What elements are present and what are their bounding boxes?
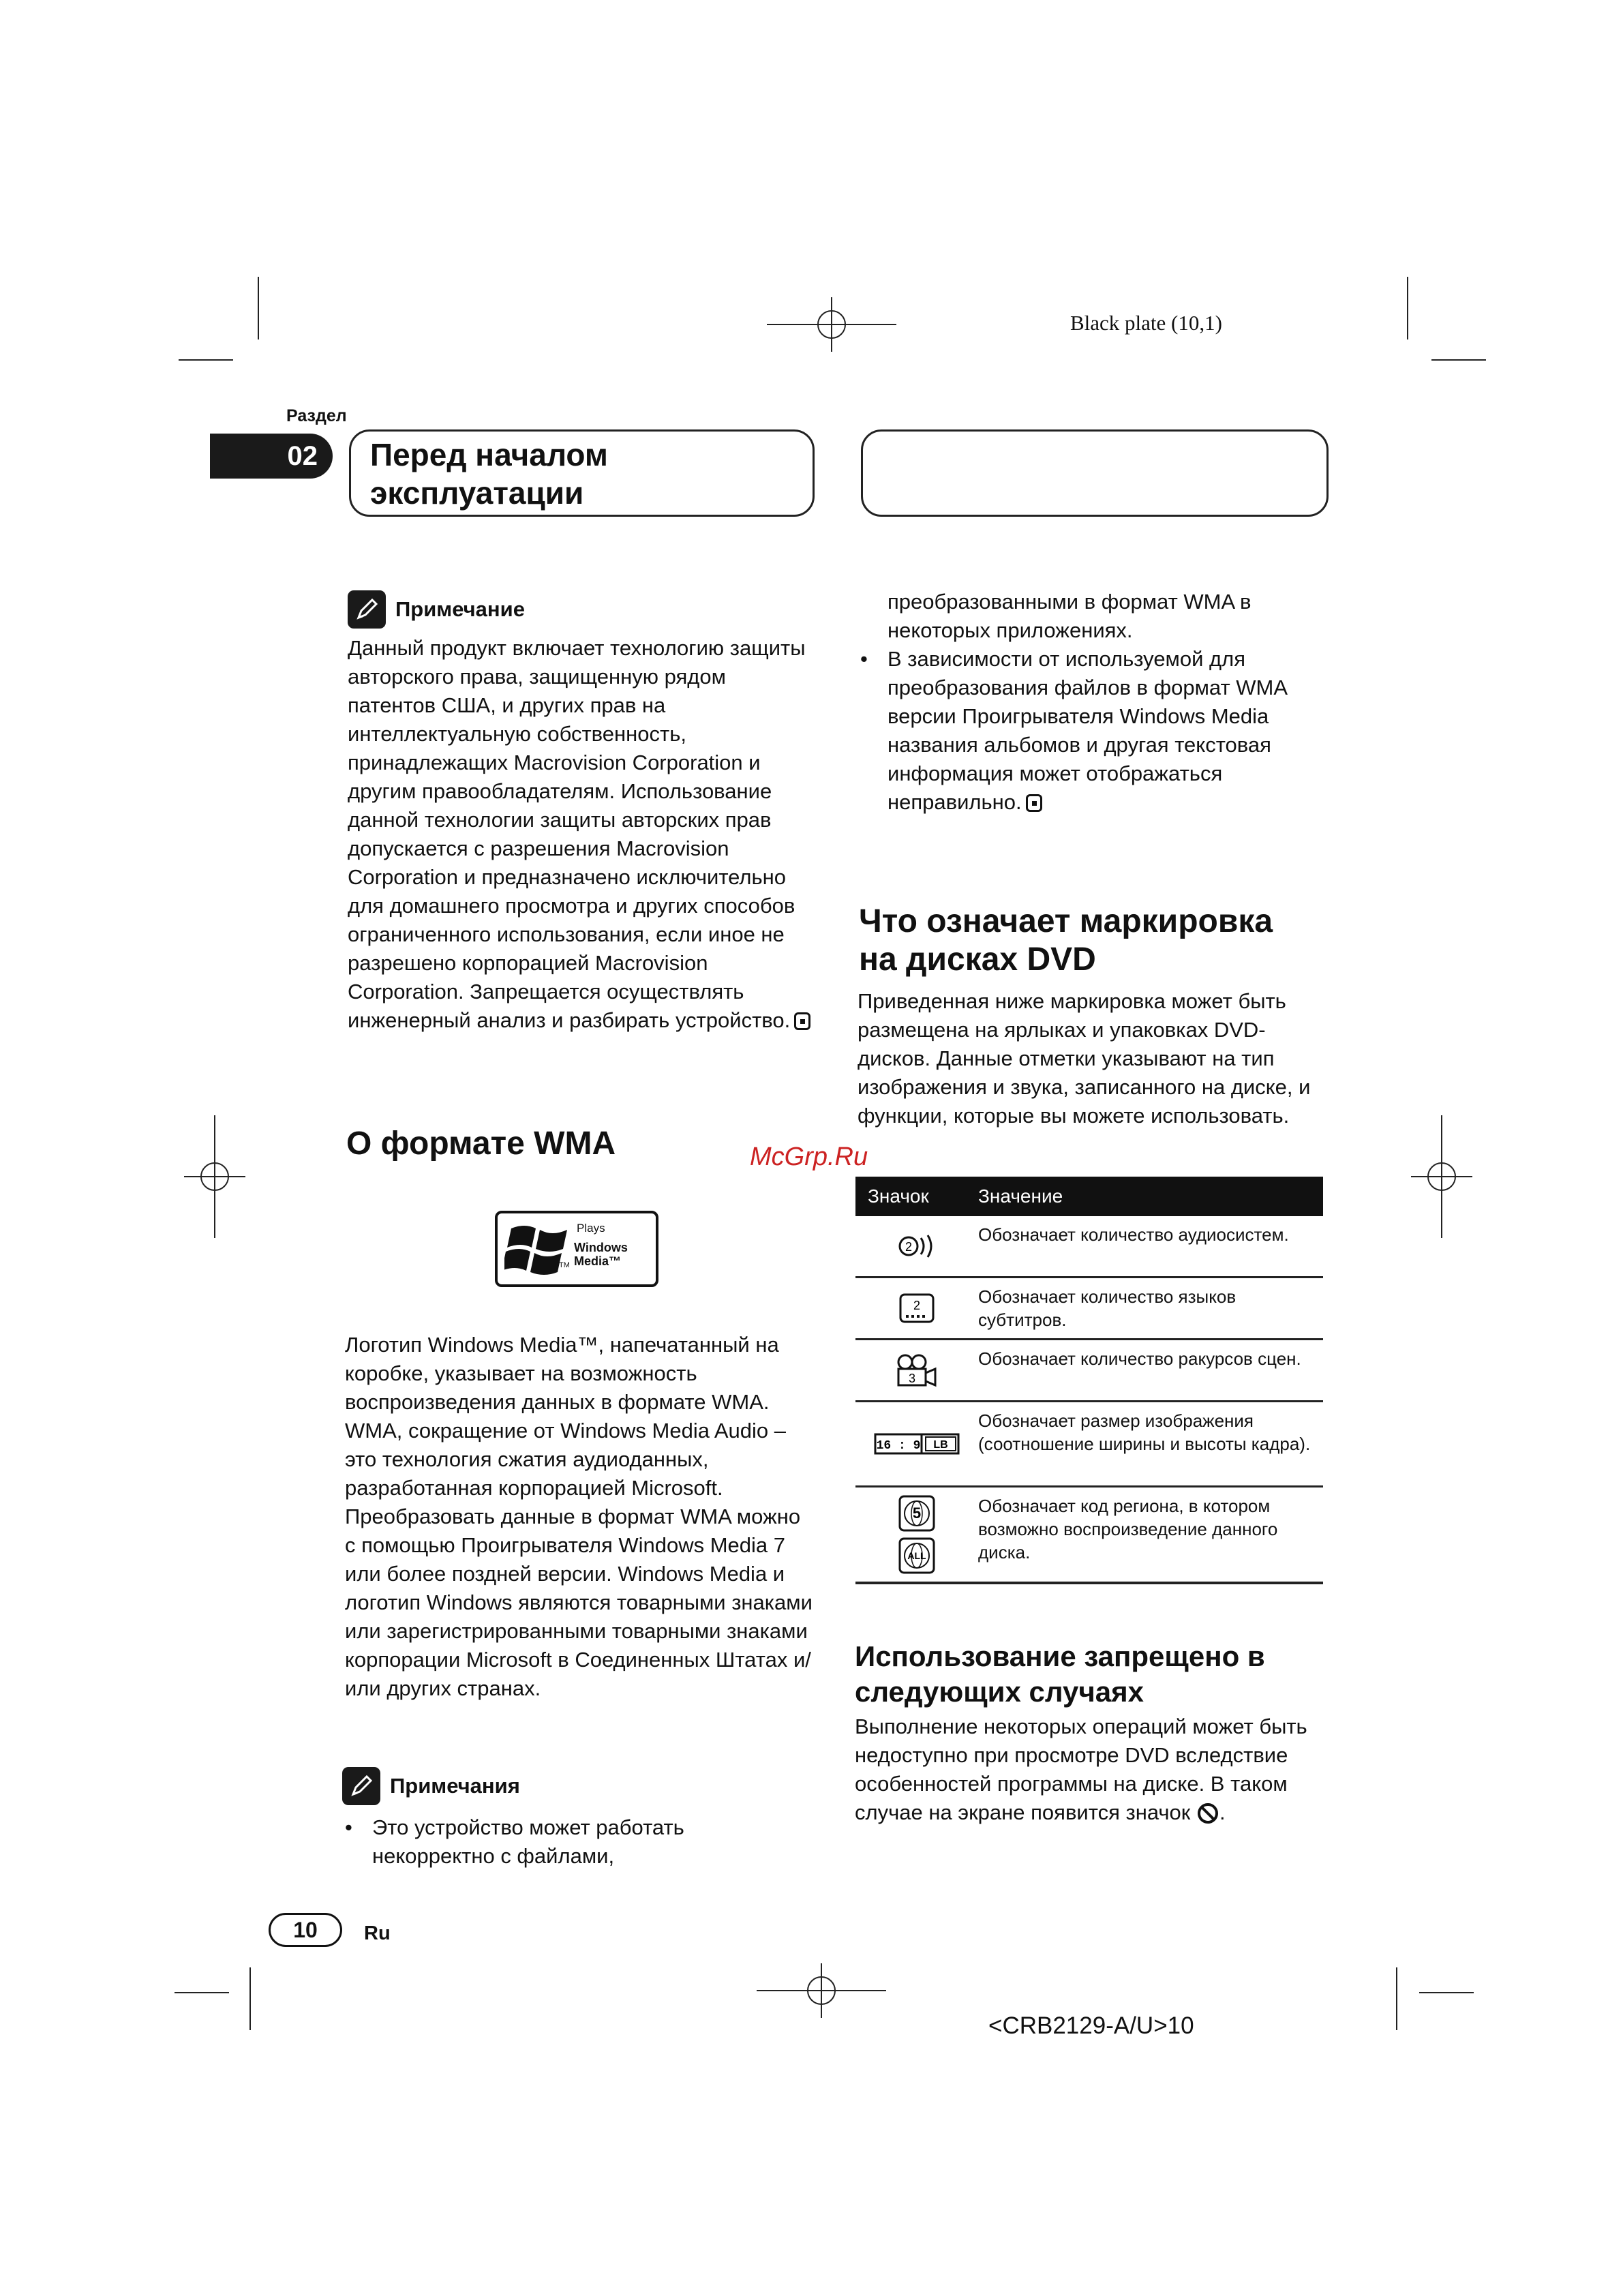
crop-mark bbox=[1396, 1967, 1397, 2030]
row-meaning: Обозначает код региона, в котором возможно воспроизведение данного диска. bbox=[978, 1496, 1278, 1562]
crop-mark bbox=[175, 1992, 229, 1993]
end-mark-icon bbox=[794, 1012, 810, 1030]
row-meaning: Обозначает количество языков субтитров. bbox=[978, 1286, 1237, 1330]
registration-mark bbox=[767, 297, 896, 352]
prohibited-heading-line2: следующих случаях bbox=[855, 1676, 1144, 1708]
dvd-intro: Приведенная ниже маркировка может быть размещена на ярлыках и упаковках DVD-дисков. Данные отметки указывают на тип изображения и звука, записанного на диске, и функции, которые вы можете использовать. bbox=[858, 989, 1311, 1128]
audio-icon bbox=[855, 1216, 978, 1276]
plate-label: Black plate (10,1) bbox=[1070, 311, 1222, 335]
logo-media: Media™ bbox=[574, 1254, 622, 1268]
note-pencil-icon bbox=[348, 590, 386, 629]
header-empty-box bbox=[861, 429, 1329, 517]
prohibited-text-block: Выполнение некоторых операций может быть недоступно при просмотре DVD вследствие особенностей программы на диске. В таком случае на экране появится значок . bbox=[855, 1715, 1307, 1824]
aspect-lb-text: LB bbox=[933, 1439, 948, 1451]
crb-label: <CRB2129-A/U>10 bbox=[988, 2012, 1194, 2039]
notes-bullet-1: • Это устройство может работать некорректно с файлами, bbox=[342, 1813, 813, 1871]
note-block bbox=[348, 590, 818, 1035]
registration-mark bbox=[757, 1963, 886, 2018]
wma-heading: О формате WMA bbox=[346, 1126, 616, 1162]
section-number: 02 bbox=[210, 434, 333, 479]
watermark: McGrp.Ru bbox=[750, 1143, 868, 1171]
page-number: 10 bbox=[269, 1913, 342, 1947]
angle-icon bbox=[855, 1340, 978, 1400]
aspect-ratio-text: 16 : 9 bbox=[876, 1439, 921, 1453]
logo-tm: TM bbox=[559, 1261, 570, 1269]
registration-mark bbox=[184, 1115, 245, 1238]
dvd-marks-table bbox=[855, 1177, 1323, 1584]
dvd-heading bbox=[859, 903, 1329, 979]
notes-heading: Примечания bbox=[390, 1774, 520, 1798]
subtitle-icon bbox=[855, 1278, 978, 1338]
notes-bullet-1-cont: преобразованными в формат WMA в некоторых приложениях. bbox=[888, 590, 1252, 642]
notes-continued bbox=[858, 588, 1328, 817]
col-icon-header: Значок bbox=[868, 1185, 929, 1207]
crop-mark bbox=[1419, 1992, 1474, 1993]
subtitle-icon-number: 2 bbox=[913, 1299, 921, 1312]
table-header bbox=[855, 1177, 1323, 1216]
region-code-text: 5 bbox=[912, 1505, 922, 1522]
logo-windows-media-text bbox=[574, 1241, 628, 1268]
dvd-heading-line2: на дисках DVD bbox=[859, 941, 1096, 978]
prohibited-heading-line1: Использование запрещено в bbox=[855, 1640, 1265, 1672]
logo-windows: Windows bbox=[574, 1241, 628, 1254]
angle-icon-number: 3 bbox=[908, 1372, 916, 1385]
prohibited-icon bbox=[1196, 1802, 1219, 1825]
region-all-text: ALL bbox=[907, 1550, 926, 1561]
col-meaning-header: Значение bbox=[978, 1185, 1063, 1207]
region-icon bbox=[855, 1487, 978, 1582]
language-code: Ru bbox=[364, 1922, 391, 1944]
notes-bullet-2 bbox=[858, 645, 1328, 817]
crop-mark bbox=[1431, 359, 1486, 361]
table-row bbox=[855, 1216, 1323, 1278]
note-text: Данный продукт включает технологию защиты авторского права, защищенную рядом патентов США, и других прав на интеллектуальную собственность, принадлежащих Macrovision Corporation и другим правообладателям. Использование данной технологии защиты авторских прав допускается с разрешения Macrovision Corporation и предназначено исключительно для домашнего просмотра и других способов ограниченного использования, если иное не разрешено корпорацией Macrovision Corporation. Запрещается осуществлять инженерный анализ и разбирать устройство. bbox=[348, 636, 806, 1032]
registration-mark bbox=[1411, 1115, 1472, 1238]
end-mark-icon bbox=[1026, 794, 1042, 812]
row-meaning: Обозначает размер изображения (соотношение ширины и высоты кадра). bbox=[978, 1410, 1311, 1454]
crop-mark bbox=[249, 1967, 251, 2030]
row-meaning: Обозначает количество ракурсов сцен. bbox=[978, 1348, 1301, 1369]
notes-bullet-2-text: В зависимости от используемой для преобразования файлов в формат WMA версии Проигрывателя Windows Media названия альбомов и другая текстовая информация может отображаться неправильно. bbox=[888, 647, 1287, 814]
wma-text: Логотип Windows Media™, напечатанный на коробке, указывает на возможность воспроизведения данных в формате WMA. WMA, сокращение от Windows Media Audio – это технология сжатия аудиоданных, разработанная корпорацией Microsoft. Преобразовать данные в формат WMA можно с помощью Проигрывателя Windows Media 7 или более поздней версии. Windows Media и логотип Windows являются товарными знаками или зарегистрированными товарными знаками корпорации Microsoft в Соединенных Штатах и/или других странах. bbox=[345, 1333, 813, 1700]
note-heading: Примечание bbox=[395, 597, 525, 621]
page-title-line2: эксплуатации bbox=[370, 475, 584, 511]
table-row bbox=[855, 1487, 1323, 1584]
crop-mark bbox=[258, 277, 259, 339]
section-label: Раздел bbox=[286, 406, 347, 425]
windows-media-logo bbox=[495, 1211, 658, 1287]
notes-pencil-icon bbox=[342, 1767, 380, 1805]
windows-flag-icon bbox=[504, 1222, 573, 1279]
row-meaning: Обозначает количество аудиосистем. bbox=[978, 1224, 1289, 1245]
notes-block bbox=[342, 1767, 813, 1871]
table-row bbox=[855, 1278, 1323, 1340]
prohibited-heading bbox=[855, 1639, 1332, 1710]
aspect-icon bbox=[855, 1402, 978, 1485]
crop-mark bbox=[1407, 277, 1408, 339]
dvd-heading-line1: Что означает маркировка bbox=[859, 903, 1273, 939]
table-row bbox=[855, 1340, 1323, 1402]
logo-plays-text: Plays bbox=[577, 1222, 605, 1235]
prohibited-text: Выполнение некоторых операций может быть недоступно при просмотре DVD вследствие особенностей программы на диске. В таком случае на экране появится значок bbox=[855, 1715, 1307, 1824]
page-title bbox=[349, 429, 815, 517]
table-row bbox=[855, 1402, 1323, 1487]
crop-mark bbox=[179, 359, 233, 361]
page-title-line1: Перед началом bbox=[370, 437, 608, 472]
audio-icon-number: 2 bbox=[905, 1240, 913, 1254]
